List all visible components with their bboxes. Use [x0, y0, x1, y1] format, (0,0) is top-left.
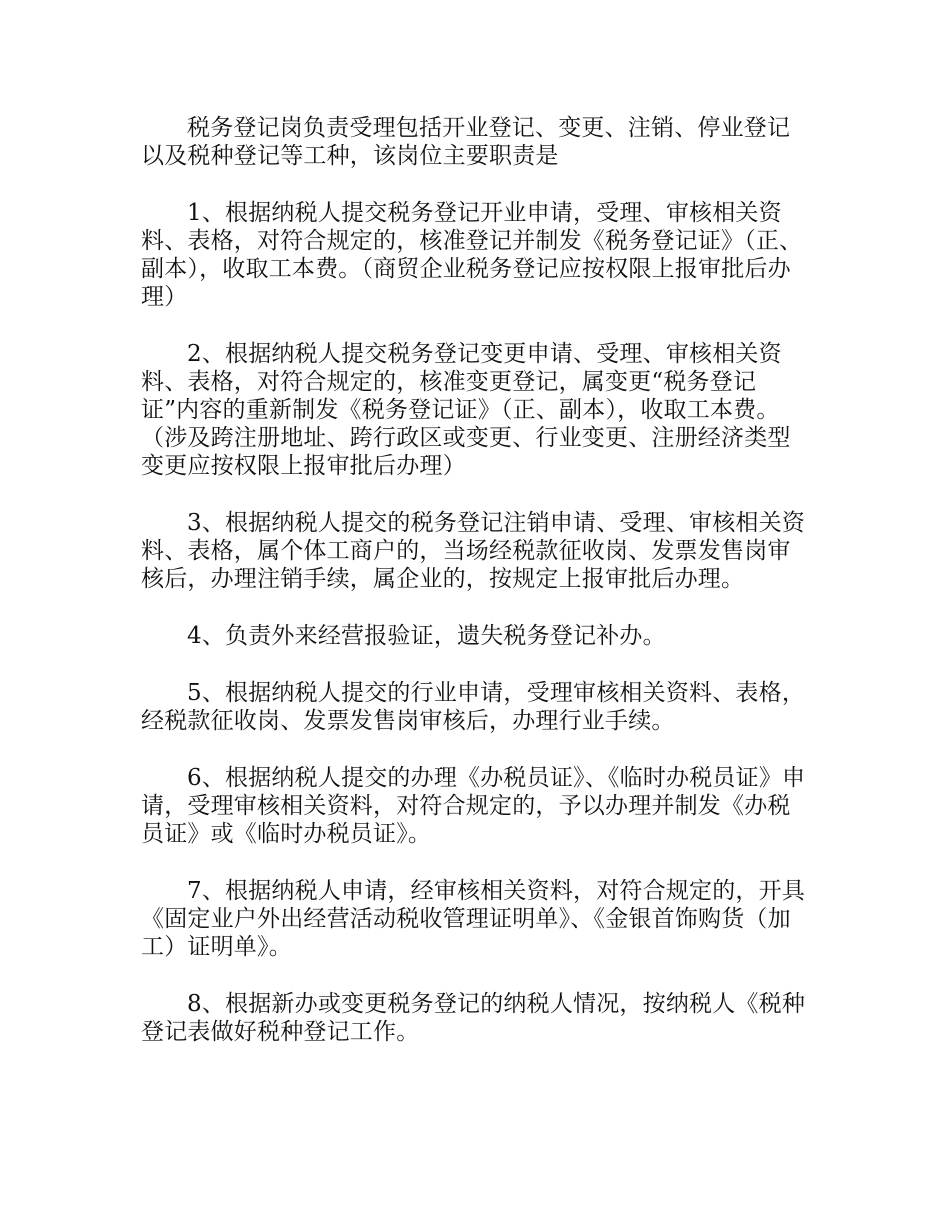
duty-item-5: 5、根据纳税人提交的行业申请，受理审核相关资料、表格，经税款征收岗、发票发售岗审核后，办理行业手续。 — [141, 680, 806, 734]
duty-item-7: 7、根据纳税人申请，经审核相关资料，对符合规定的，开具《固定业户外出经营活动税收管理证明单》、《金银首饰购货（加工）证明单》。 — [141, 878, 806, 960]
duty-item-1: 1、根据纳税人提交税务登记开业申请，受理、审核相关资料、表格，对符合规定的，核准登记并制发《税务登记证》（正、副本），收取工本费。（商贸企业税务登记应按权限上报审批后办理） — [141, 200, 803, 310]
intro-paragraph: 税务登记岗负责受理包括开业登记、变更、注销、停业登记以及税种登记等工种，该岗位主要职责是 — [141, 115, 791, 169]
duty-item-3: 3、根据纳税人提交的税务登记注销申请、受理、审核相关资料、表格，属个体工商户的，当场经税款征收岗、发票发售岗审核后，办理注销手续，属企业的，按规定上报审批后办理。 — [141, 510, 806, 592]
duty-item-6: 6、根据纳税人提交的办理《办税员证》、《临时办税员证》申请，受理审核相关资料，对符合规定的，予以办理并制发《办税员证》或《临时办税员证》。 — [141, 765, 806, 847]
duty-item-2: 2、根据纳税人提交税务登记变更申请、受理、审核相关资料、表格，对符合规定的，核准变更登记，属变更“税务登记证”内容的重新制发《税务登记证》（正、副本），收取工本费。（涉及跨注册地址、跨行政区或变更、行业变更、注册经济类型变更应按权限上报审批后办理） — [141, 341, 791, 479]
duty-item-4: 4、负责外来经营报验证，遗失税务登记补办。 — [187, 623, 666, 649]
document-body — [141, 114, 813, 1046]
duty-item-8: 8、根据新办或变更税务登记的纳税人情况，按纳税人《税种登记表做好税种登记工作。 — [141, 991, 806, 1045]
